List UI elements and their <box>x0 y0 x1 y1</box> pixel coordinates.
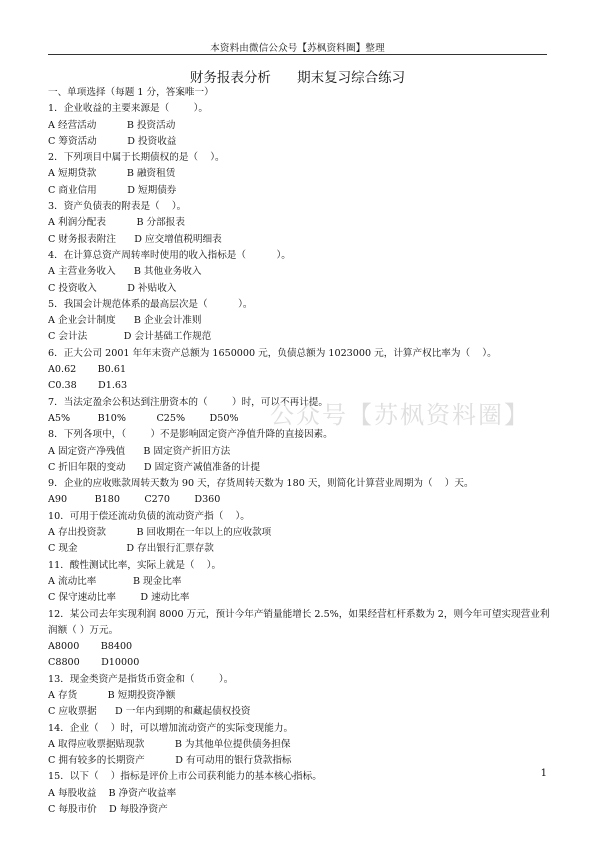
option-row: A5% B10% C25% D50% <box>48 412 239 424</box>
question-stem: 4．在计算总资产周转率时使用的收入指标是（ ）。 <box>48 249 291 261</box>
option-row: C 每股市价 D 每股净资产 <box>48 804 168 816</box>
option-row: A 取得应收票据贴现款 B 为其他单位提供债务担保 <box>48 738 291 750</box>
question-12 <box>48 607 553 672</box>
option-row: A 固定资产净残值 B 固定资产折旧方法 <box>48 445 231 457</box>
option-row: A 存货 B 短期投资净额 <box>48 689 176 701</box>
question-stem: 2．下列项目中属于长期债权的是（ ）。 <box>48 152 225 164</box>
question-11 <box>48 558 553 607</box>
question-stem: 14．企业（ ）时，可以增加流动资产的实际变现能力。 <box>48 722 294 734</box>
option-row: A 存出投资款 B 回收期在一年以上的应收款项 <box>48 527 272 539</box>
question-stem: 3．资产负债表的附表是（ ）。 <box>48 201 187 213</box>
question-1 <box>48 101 553 150</box>
option-row: A 短期贷款 B 融资租赁 <box>48 168 176 180</box>
question-9 <box>48 476 553 509</box>
question-2 <box>48 150 553 199</box>
option-row: C8800 D10000 <box>48 657 140 669</box>
watermark: 公众号【苏枫资料圈】 <box>270 401 530 429</box>
option-row: C 折旧年限的变动 D 固定资产减值准备的计提 <box>48 461 261 473</box>
option-row: A 经营活动 B 投资活动 <box>48 119 176 131</box>
question-4 <box>48 248 553 297</box>
option-row: C 投资收入 D 补贴收入 <box>48 282 177 294</box>
option-row: A90 B180 C270 D360 <box>48 494 221 506</box>
option-row: A 企业会计制度 B 企业会计准则 <box>48 315 202 327</box>
section-heading: 一、单项选择（每题 1 分，答案唯一） <box>48 87 214 98</box>
option-row: A0.62 B0.61 <box>48 364 127 376</box>
question-stem: 9．企业的应收账款周转天数为 90 天，存货周转天数为 180 天，则简化计算营业周期为（ ）天。 <box>48 478 474 490</box>
question-stem: 15．以下（ ）指标是评价上市公司获利能力的基本核心指标。 <box>48 771 322 783</box>
option-row: C 应收票据 D 一年内到期的和藏起债权投资 <box>48 706 251 718</box>
option-row: C 商业信用 D 短期债券 <box>48 184 177 196</box>
question-stem: 11．酸性测试比率，实际上就是（ ）。 <box>48 559 222 571</box>
question-stem: 12．某公司去年实现利润 8000 万元，预计今年产销量能增长 2.5%，如果经营杠杆系数为 2，则今年可望实现营业利润额（ ）万元。 <box>48 608 550 636</box>
question-stem: 1．企业收益的主要来源是（ ）。 <box>48 103 209 115</box>
question-15 <box>48 769 553 818</box>
option-row: A 利润分配表 B 分部报表 <box>48 217 185 229</box>
question-13 <box>48 672 553 721</box>
question-6 <box>48 346 553 395</box>
question-10 <box>48 509 553 558</box>
page-number: 1 <box>540 768 547 779</box>
question-stem: 10．可用于偿还流动负债的流动资产指（ ）。 <box>48 510 250 522</box>
question-5 <box>48 297 553 346</box>
question-stem: 5．我国会计规范体系的最高层次是（ ）。 <box>48 298 253 310</box>
question-list <box>48 85 553 818</box>
page-header: 本资料由微信公众号【苏枫资料圈】整理 <box>210 43 385 54</box>
option-row: C 会计法 D 会计基础工作规范 <box>48 331 212 343</box>
option-row: C 现金 D 存出银行汇票存款 <box>48 543 214 555</box>
header-divider <box>48 54 547 55</box>
option-row: C 拥有较多的长期资产 D 有可动用的银行贷款指标 <box>48 755 292 767</box>
option-row: A 主营业务收入 B 其他业务收入 <box>48 266 202 278</box>
question-3 <box>48 199 553 248</box>
question-stem: 13．现金类资产是指货币资金和（ ）。 <box>48 673 234 685</box>
option-row: A 流动比率 B 现金比率 <box>48 575 182 587</box>
question-stem: 6．正大公司 2001 年年末资产总额为 1650000 元，负债总额为 1023000 元，计算产权比率为（ ）。 <box>48 347 497 359</box>
option-row: A8000 B8400 <box>48 641 133 653</box>
option-row: C 筹资活动 D 投资收益 <box>48 135 177 147</box>
option-row: A 每股收益 B 净资产收益率 <box>48 787 177 799</box>
question-14 <box>48 721 553 770</box>
question-stem: 8．下列各项中，（ ）不是影响固定资产净值升降的直接因素。 <box>48 429 333 441</box>
option-row: C 财务报表附注 D 应交增值税明细表 <box>48 233 222 245</box>
question-8 <box>48 427 553 476</box>
document-title: 财务报表分析 期末复习综合练习 <box>189 70 406 86</box>
option-row: C 保守速动比率 D 速动比率 <box>48 592 190 604</box>
question-stem: 7．当法定盈余公积达到注册资本的（ ）时，可以不再计提。 <box>48 396 328 408</box>
option-row: C0.38 D1.63 <box>48 380 128 392</box>
